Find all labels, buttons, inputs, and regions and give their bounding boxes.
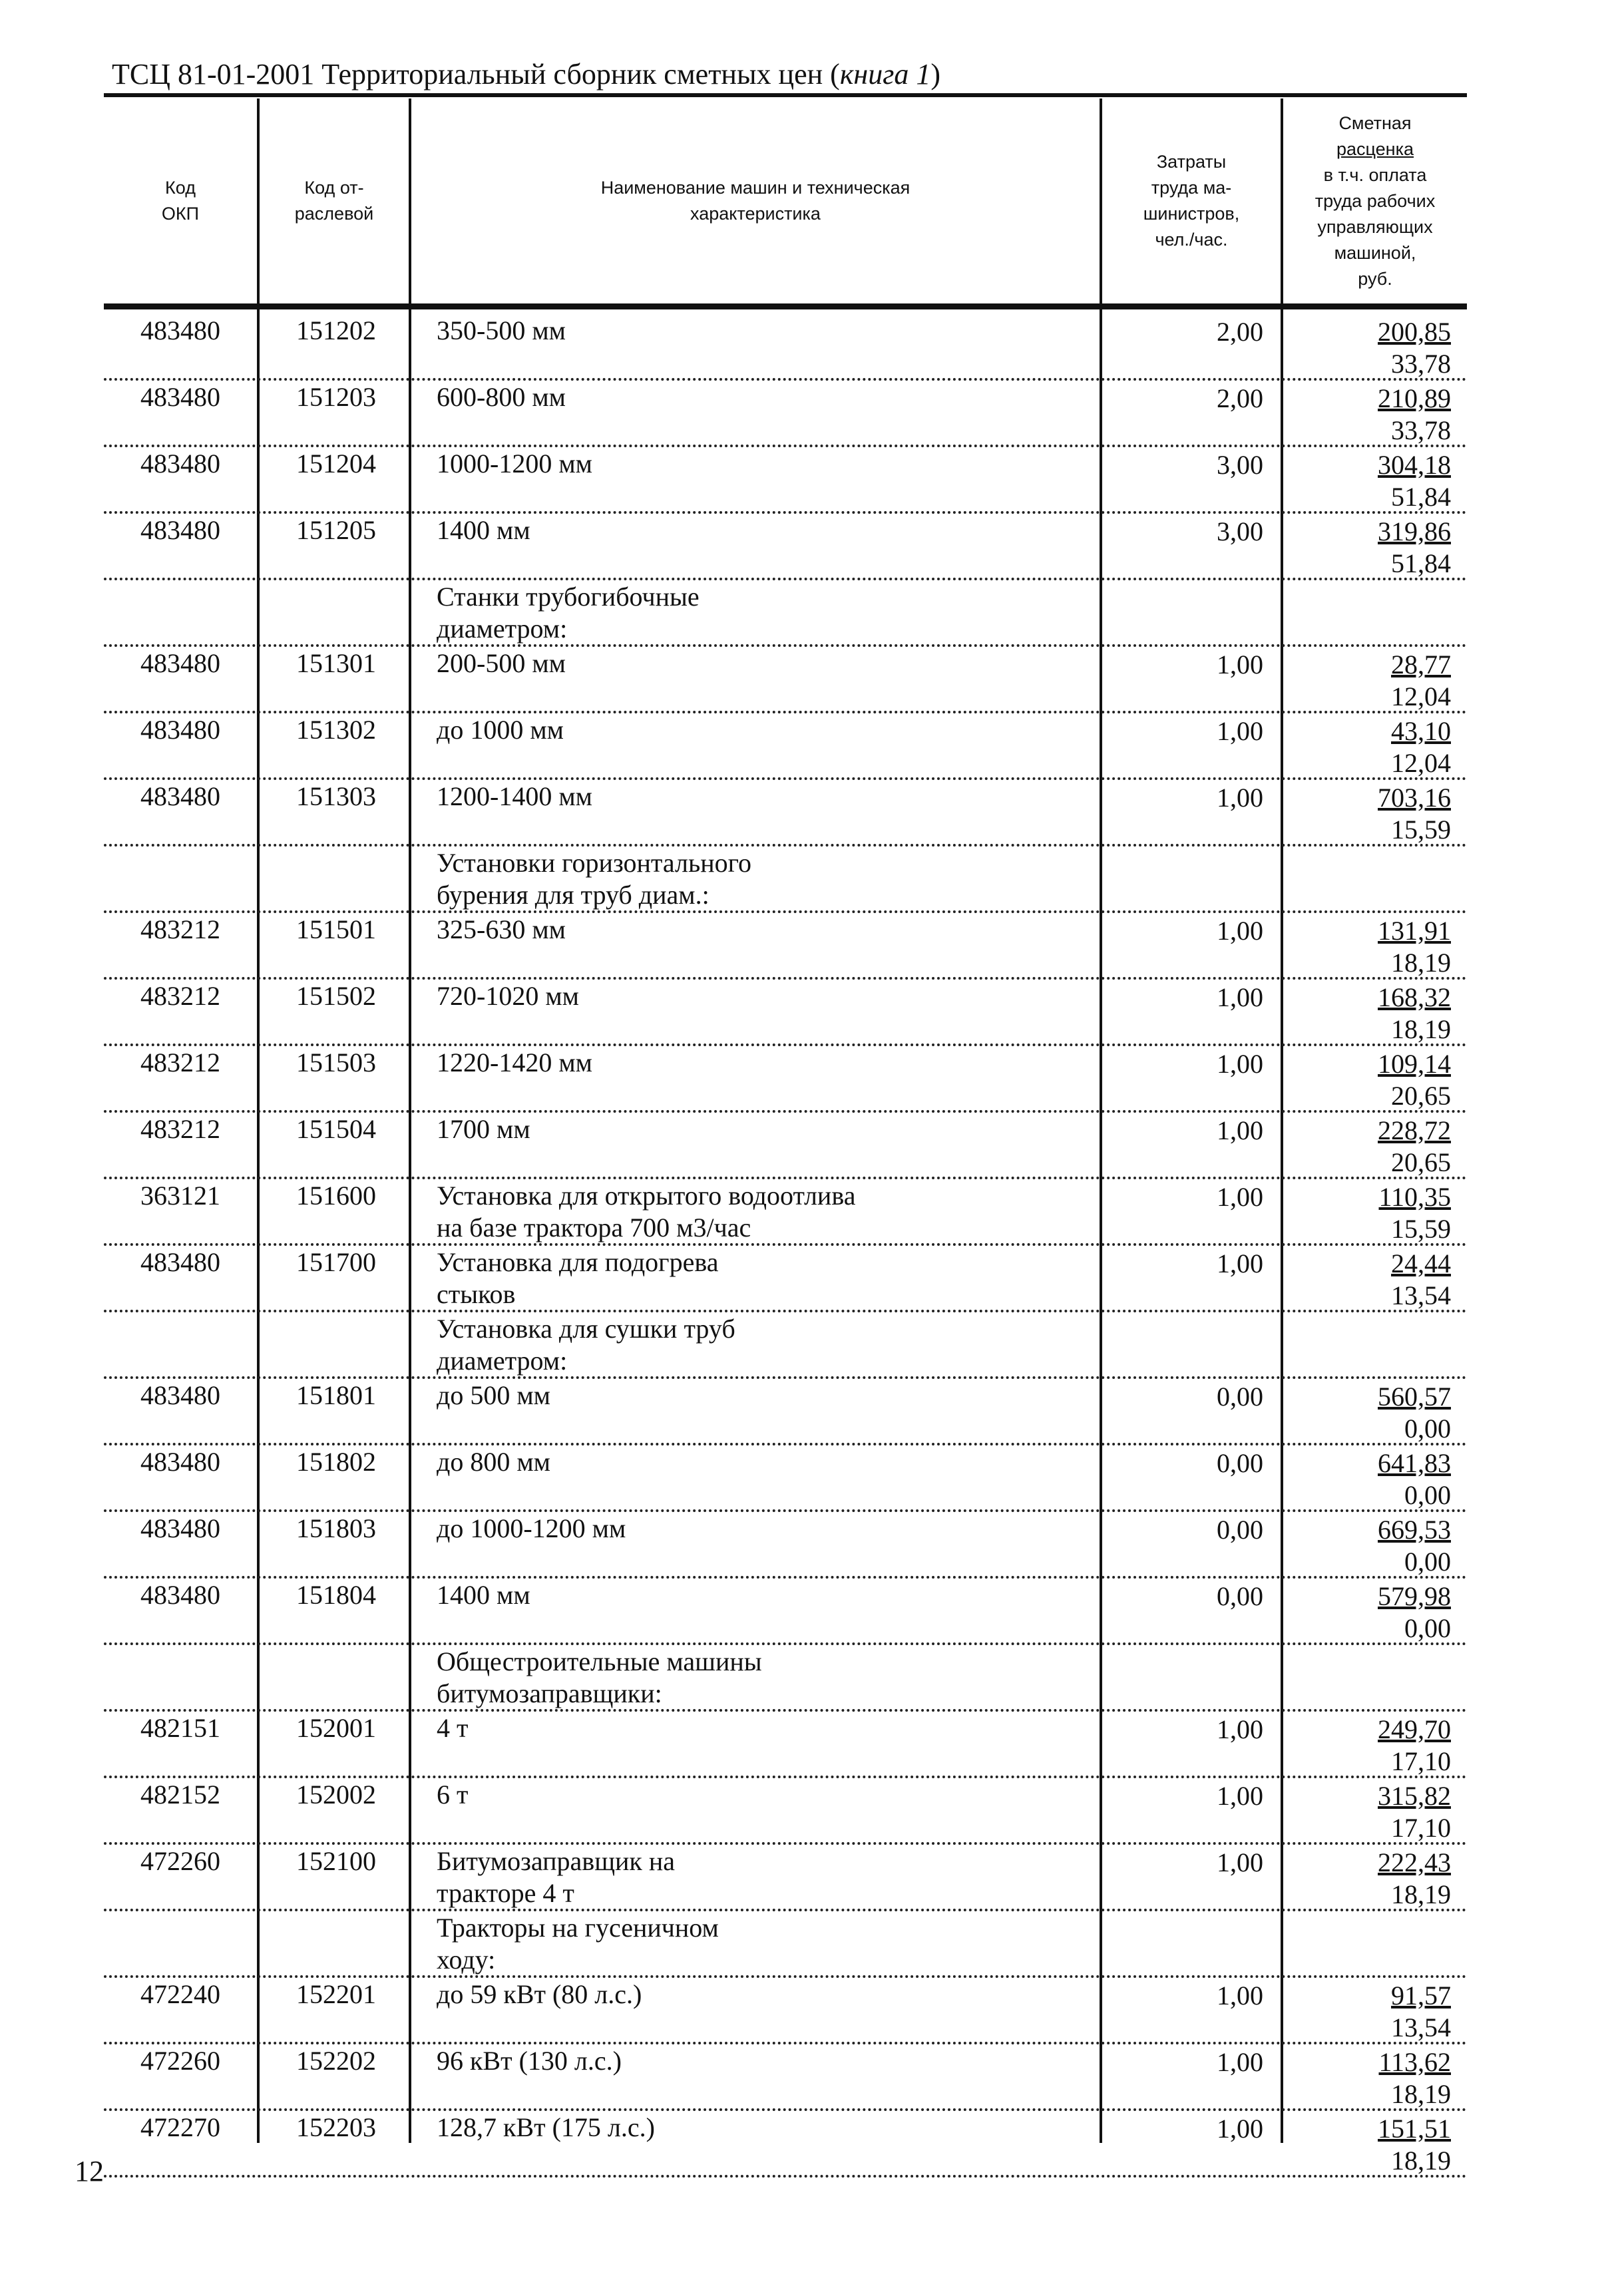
table-row — [104, 1179, 1467, 1246]
machine-name: Установка для сушки труб — [437, 1314, 735, 1344]
estimate-price: 560,57 — [1378, 1382, 1451, 1412]
industry-code: 151502 — [296, 981, 376, 1011]
table-row — [104, 1978, 1467, 2044]
estimate-price: 669,53 — [1378, 1515, 1451, 1545]
title-text: ТСЦ 81-01-2001 Территориальный сборник сметных цен ( — [112, 58, 840, 91]
table-row — [104, 713, 1467, 780]
table-group-row — [104, 847, 1467, 913]
okp-code: 483212 — [140, 981, 220, 1011]
table-row — [104, 780, 1467, 847]
estimate-price: 110,35 — [1378, 1182, 1451, 1212]
machine-name: 1000-1200 мм — [437, 449, 592, 478]
okp-code: 483212 — [140, 1114, 220, 1144]
labor-cost: 0,00 — [1217, 1515, 1263, 1545]
operator-wage: 20,65 — [1391, 1081, 1451, 1111]
okp-code: 482151 — [140, 1713, 220, 1743]
okp-code: 483480 — [140, 515, 220, 545]
industry-code: 151801 — [296, 1380, 376, 1410]
operator-wage: 0,00 — [1404, 1414, 1451, 1443]
industry-code: 151301 — [296, 648, 376, 678]
page-number: 12 — [75, 2155, 104, 2188]
estimate-price: 151,51 — [1378, 2114, 1451, 2144]
okp-code: 483480 — [140, 1513, 220, 1543]
machine-name: Установка для открытого водоотлива — [437, 1181, 856, 1211]
machine-name: до 59 кВт (80 л.с.) — [437, 1979, 642, 2009]
industry-code: 151203 — [296, 382, 376, 412]
machine-name: 325-630 мм — [437, 914, 566, 944]
estimate-price: 579,98 — [1378, 1581, 1451, 1611]
machine-name: 1400 мм — [437, 515, 530, 545]
labor-cost: 1,00 — [1217, 1182, 1263, 1212]
table-top-rule — [104, 93, 1467, 97]
industry-code: 151202 — [296, 315, 376, 345]
machine-name-line: стыков — [437, 1279, 516, 1309]
header-okp: Код ОКП — [161, 178, 200, 224]
operator-wage: 12,04 — [1391, 748, 1451, 778]
labor-cost: 1,00 — [1217, 1714, 1263, 1744]
operator-wage: 18,19 — [1391, 1014, 1451, 1044]
estimate-price: 113,62 — [1378, 2047, 1451, 2077]
estimate-price: 641,83 — [1378, 1448, 1451, 1478]
table-group-row — [104, 1312, 1467, 1379]
okp-code: 483212 — [140, 914, 220, 944]
okp-code: 482152 — [140, 1780, 220, 1810]
machine-name: Станки трубогибочные — [437, 582, 700, 612]
estimate-price: 109,14 — [1378, 1049, 1451, 1079]
labor-cost: 3,00 — [1217, 516, 1263, 546]
labor-cost: 1,00 — [1217, 1049, 1263, 1079]
labor-cost: 1,00 — [1217, 2047, 1263, 2077]
header-name: Наименование машин и техническая характеристика — [600, 178, 911, 224]
table-row — [104, 381, 1467, 447]
table-row — [104, 647, 1467, 713]
machine-name: 720-1020 мм — [437, 981, 579, 1011]
machine-name: 1700 мм — [437, 1114, 530, 1144]
industry-code: 151600 — [296, 1181, 376, 1211]
operator-wage: 15,59 — [1391, 1214, 1451, 1244]
labor-cost: 0,00 — [1217, 1448, 1263, 1478]
labor-cost: 0,00 — [1217, 1581, 1263, 1611]
estimate-price: 43,10 — [1391, 716, 1451, 746]
page-title — [112, 56, 940, 93]
machine-name: Битумозаправщик на — [437, 1846, 675, 1876]
labor-cost: 1,00 — [1217, 2114, 1263, 2144]
machine-name-line: ходу: — [437, 1945, 496, 1975]
machine-name-line: тракторе 4 т — [437, 1878, 574, 1908]
table-row — [104, 1046, 1467, 1113]
labor-cost: 1,00 — [1217, 650, 1263, 679]
okp-code: 483480 — [140, 1380, 220, 1410]
table-row — [104, 1379, 1467, 1445]
estimate-price: 131,91 — [1378, 916, 1451, 946]
estimate-price: 91,57 — [1391, 1981, 1451, 2010]
title-book: книга 1 — [839, 58, 931, 91]
row-separator — [104, 2175, 1467, 2178]
estimate-price: 315,82 — [1378, 1781, 1451, 1811]
industry-code: 152202 — [296, 2046, 376, 2076]
industry-code: 151503 — [296, 1048, 376, 1077]
estimate-price: 210,89 — [1378, 383, 1451, 413]
table-group-row — [104, 1645, 1467, 1712]
okp-code: 472260 — [140, 1846, 220, 1876]
labor-cost: 2,00 — [1217, 383, 1263, 413]
operator-wage: 17,10 — [1391, 1813, 1451, 1843]
table-row — [104, 1712, 1467, 1778]
machine-name-line: диаметром: — [437, 614, 568, 644]
table-group-row — [104, 1911, 1467, 1978]
industry-code: 151205 — [296, 515, 376, 545]
table-row — [104, 1778, 1467, 1845]
table-row — [104, 1246, 1467, 1312]
machine-name: до 800 мм — [437, 1447, 550, 1477]
machine-name: 1400 мм — [437, 1580, 530, 1610]
labor-cost: 1,00 — [1217, 982, 1263, 1012]
table-row — [104, 447, 1467, 514]
machine-name: 1200-1400 мм — [437, 781, 592, 811]
machine-name: Установки горизонтального — [437, 848, 752, 878]
machine-name: 200-500 мм — [437, 648, 566, 678]
table-row — [104, 1113, 1467, 1179]
operator-wage: 0,00 — [1404, 1480, 1451, 1510]
labor-cost: 3,00 — [1217, 450, 1263, 480]
industry-code: 152201 — [296, 1979, 376, 2009]
machine-name: 96 кВт (130 л.с.) — [437, 2046, 622, 2076]
table-row — [104, 2111, 1467, 2178]
okp-code: 483480 — [140, 1447, 220, 1477]
labor-cost: 2,00 — [1217, 317, 1263, 347]
okp-code: 483480 — [140, 781, 220, 811]
machine-name: до 500 мм — [437, 1380, 550, 1410]
operator-wage: 33,78 — [1391, 349, 1451, 379]
header-bottom-rule-2 — [104, 307, 1467, 309]
operator-wage: 18,19 — [1391, 1879, 1451, 1909]
industry-code: 152203 — [296, 2112, 376, 2142]
industry-code: 151303 — [296, 781, 376, 811]
estimate-price: 319,86 — [1378, 516, 1451, 546]
table-group-row — [104, 580, 1467, 647]
machine-name-line: диаметром: — [437, 1346, 568, 1376]
table-row — [104, 514, 1467, 580]
operator-wage: 18,19 — [1391, 2079, 1451, 2109]
machine-name: 350-500 мм — [437, 315, 566, 345]
table-row — [104, 1445, 1467, 1512]
machine-name: Тракторы на гусеничном — [437, 1913, 719, 1943]
operator-wage: 15,59 — [1391, 815, 1451, 845]
header-otr: Код от- раслевой — [294, 178, 374, 224]
labor-cost: 1,00 — [1217, 1781, 1263, 1811]
operator-wage: 12,04 — [1391, 681, 1451, 711]
okp-code: 363121 — [140, 1181, 220, 1211]
okp-code: 483480 — [140, 449, 220, 478]
price-table — [104, 93, 1467, 2176]
okp-code: 483212 — [140, 1048, 220, 1077]
okp-code: 483480 — [140, 715, 220, 745]
labor-cost: 1,00 — [1217, 916, 1263, 946]
estimate-price: 304,18 — [1378, 450, 1451, 480]
table-row — [104, 1512, 1467, 1579]
estimate-price: 168,32 — [1378, 982, 1451, 1012]
table-row — [104, 1845, 1467, 1911]
operator-wage: 18,19 — [1391, 948, 1451, 978]
okp-code: 483480 — [140, 315, 220, 345]
industry-code: 151802 — [296, 1447, 376, 1477]
machine-name: 1220-1420 мм — [437, 1048, 592, 1077]
estimate-price: 28,77 — [1391, 650, 1451, 679]
industry-code: 151504 — [296, 1114, 376, 1144]
operator-wage: 51,84 — [1391, 482, 1451, 512]
machine-name: до 1000 мм — [437, 715, 564, 745]
operator-wage: 18,19 — [1391, 2146, 1451, 2176]
okp-code: 472240 — [140, 1979, 220, 2009]
table-row — [104, 2044, 1467, 2111]
machine-name: 4 т — [437, 1713, 469, 1743]
operator-wage: 13,54 — [1391, 1280, 1451, 1310]
machine-name: 128,7 кВт (175 л.с.) — [437, 2112, 655, 2142]
estimate-price: 703,16 — [1378, 783, 1451, 813]
machine-name: до 1000-1200 мм — [437, 1513, 626, 1543]
okp-code: 472270 — [140, 2112, 220, 2142]
okp-code: 472260 — [140, 2046, 220, 2076]
estimate-price: 24,44 — [1391, 1248, 1451, 1278]
labor-cost: 1,00 — [1217, 1847, 1263, 1877]
industry-code: 151700 — [296, 1247, 376, 1277]
operator-wage: 51,84 — [1391, 548, 1451, 578]
machine-name: 600-800 мм — [437, 382, 566, 412]
labor-cost: 1,00 — [1217, 1981, 1263, 2010]
okp-code: 483480 — [140, 1247, 220, 1277]
operator-wage: 0,00 — [1404, 1547, 1451, 1577]
industry-code: 152002 — [296, 1780, 376, 1810]
estimate-price: 200,85 — [1378, 317, 1451, 347]
operator-wage: 20,65 — [1391, 1147, 1451, 1177]
machine-name: 6 т — [437, 1780, 469, 1810]
machine-name: Установка для подогрева — [437, 1247, 719, 1277]
okp-code: 483480 — [140, 1580, 220, 1610]
title-end: ) — [930, 58, 941, 91]
industry-code: 151501 — [296, 914, 376, 944]
table-row — [104, 913, 1467, 980]
industry-code: 151204 — [296, 449, 376, 478]
labor-cost: 1,00 — [1217, 1248, 1263, 1278]
okp-code: 483480 — [140, 648, 220, 678]
machine-name: Общестроительные машины — [437, 1646, 762, 1676]
estimate-price: 222,43 — [1378, 1847, 1451, 1877]
okp-code: 483480 — [140, 382, 220, 412]
labor-cost: 1,00 — [1217, 783, 1263, 813]
operator-wage: 17,10 — [1391, 1746, 1451, 1776]
industry-code: 151302 — [296, 715, 376, 745]
operator-wage: 0,00 — [1404, 1613, 1451, 1643]
estimate-price: 249,70 — [1378, 1714, 1451, 1744]
estimate-price: 228,72 — [1378, 1115, 1451, 1145]
industry-code: 151803 — [296, 1513, 376, 1543]
labor-cost: 1,00 — [1217, 716, 1263, 746]
industry-code: 152100 — [296, 1846, 376, 1876]
machine-name-line: битумозаправщики: — [437, 1678, 662, 1708]
operator-wage: 33,78 — [1391, 415, 1451, 445]
industry-code: 152001 — [296, 1713, 376, 1743]
labor-cost: 0,00 — [1217, 1382, 1263, 1412]
header-price: Сметная расценка в т.ч. оплата труда рабочих управляющих машиной, руб. — [1315, 112, 1436, 289]
table-row — [104, 980, 1467, 1046]
table-row — [104, 1579, 1467, 1645]
table-row — [104, 314, 1467, 381]
machine-name-line: бурения для труб диам.: — [437, 880, 710, 910]
machine-name-line: на базе трактора 700 м3/час — [437, 1213, 751, 1242]
operator-wage: 13,54 — [1391, 2012, 1451, 2042]
labor-cost: 1,00 — [1217, 1115, 1263, 1145]
header-labor: Затраты труда ма- шинистров, чел./час. — [1143, 152, 1240, 250]
industry-code: 151804 — [296, 1580, 376, 1610]
